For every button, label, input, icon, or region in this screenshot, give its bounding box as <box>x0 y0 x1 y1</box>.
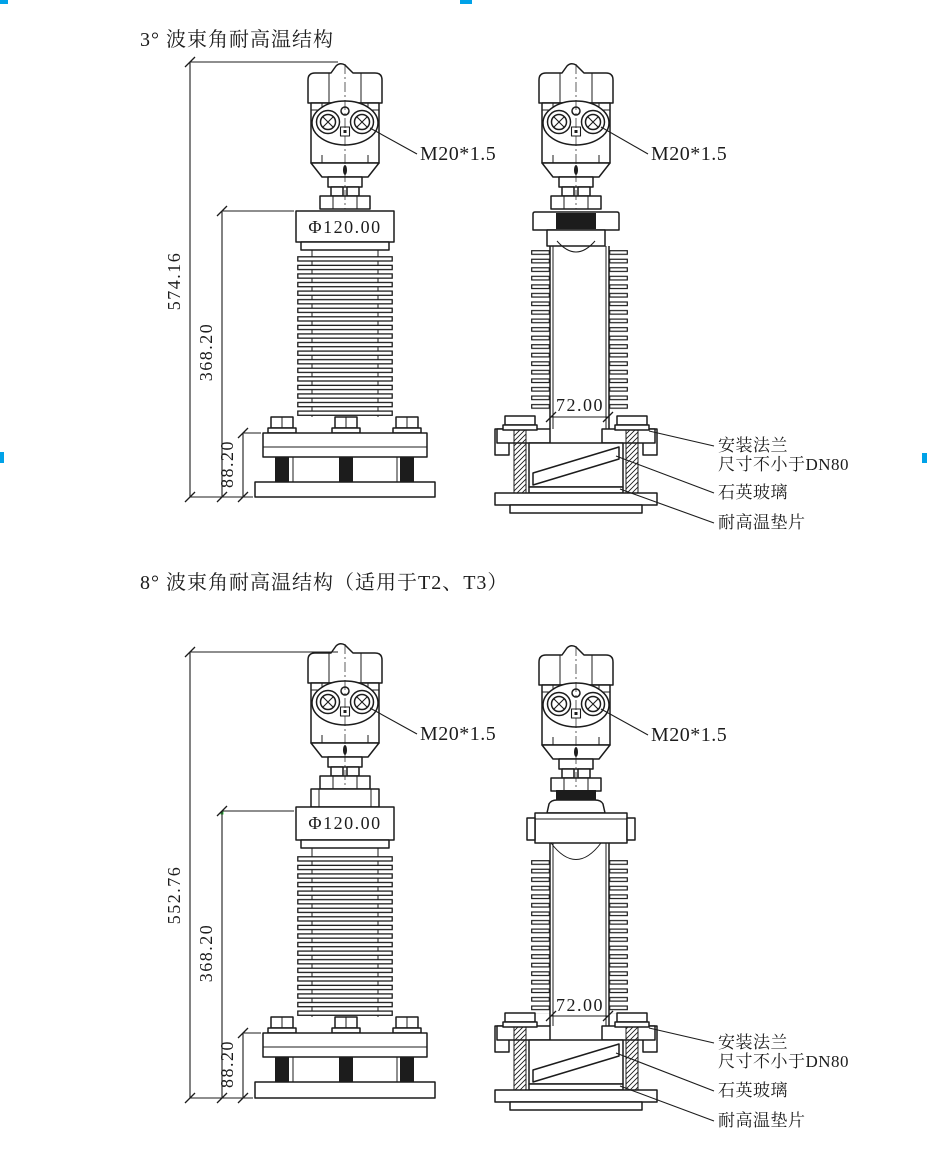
diameter-label-3deg: Φ120.00 <box>308 217 382 237</box>
dim-base-value: 88.20 <box>217 1040 237 1088</box>
callout-gasket: 耐高温垫片 <box>718 1111 806 1130</box>
dim-window-3deg <box>546 395 613 422</box>
thread-callout-3deg-left <box>370 128 496 165</box>
edge-marker-right <box>922 453 927 463</box>
dim-window-value: 72.00 <box>556 995 604 1015</box>
gasket-strip <box>529 1084 623 1090</box>
callout-flange-line2: 尺寸不小于DN80 <box>718 1052 850 1071</box>
dim-window-8deg <box>546 995 613 1021</box>
callout-flange-line2: 尺寸不小于DN80 <box>718 455 850 474</box>
svg-text:M20*1.5: M20*1.5 <box>420 143 497 165</box>
thread-callout-8deg-right <box>601 709 727 746</box>
edge-marker-left <box>0 452 4 463</box>
svg-text:M20*1.5: M20*1.5 <box>420 723 497 745</box>
edge-marker-top-left <box>0 0 8 4</box>
dim-body-value: 368.20 <box>196 923 216 983</box>
gasket-strip <box>529 487 623 493</box>
section1-title: 3° 波束角耐高温结构 <box>140 29 334 51</box>
section-view-8deg <box>495 646 657 1110</box>
edge-marker-top-center <box>460 0 472 4</box>
callout-glass: 石英玻璃 <box>718 483 788 502</box>
thread-callout-3deg-right <box>601 127 727 165</box>
front-view-3deg <box>255 64 435 497</box>
callout-gasket: 耐高温垫片 <box>718 513 806 532</box>
thread-callout-8deg-left <box>370 708 496 745</box>
dim-overall-value: 574.16 <box>164 251 184 311</box>
svg-text:M20*1.5: M20*1.5 <box>651 724 728 746</box>
svg-text:M20*1.5: M20*1.5 <box>651 143 728 165</box>
callout-flange-line1: 安装法兰 <box>718 1033 788 1052</box>
dim-overall-value: 552.76 <box>164 865 184 925</box>
callout-flange-line1: 安装法兰 <box>718 436 788 455</box>
dim-body-value: 368.20 <box>196 322 216 382</box>
diameter-label-8deg: Φ120.00 <box>308 813 382 833</box>
section2-title: 8° 波束角耐高温结构（适用于T2、T3） <box>140 572 509 594</box>
callout-glass: 石英玻璃 <box>718 1081 788 1100</box>
front-view-8deg <box>255 644 435 1098</box>
dim-base-value: 88.20 <box>217 440 237 488</box>
section-view-3deg <box>495 64 657 513</box>
dim-window-value: 72.00 <box>556 395 604 415</box>
